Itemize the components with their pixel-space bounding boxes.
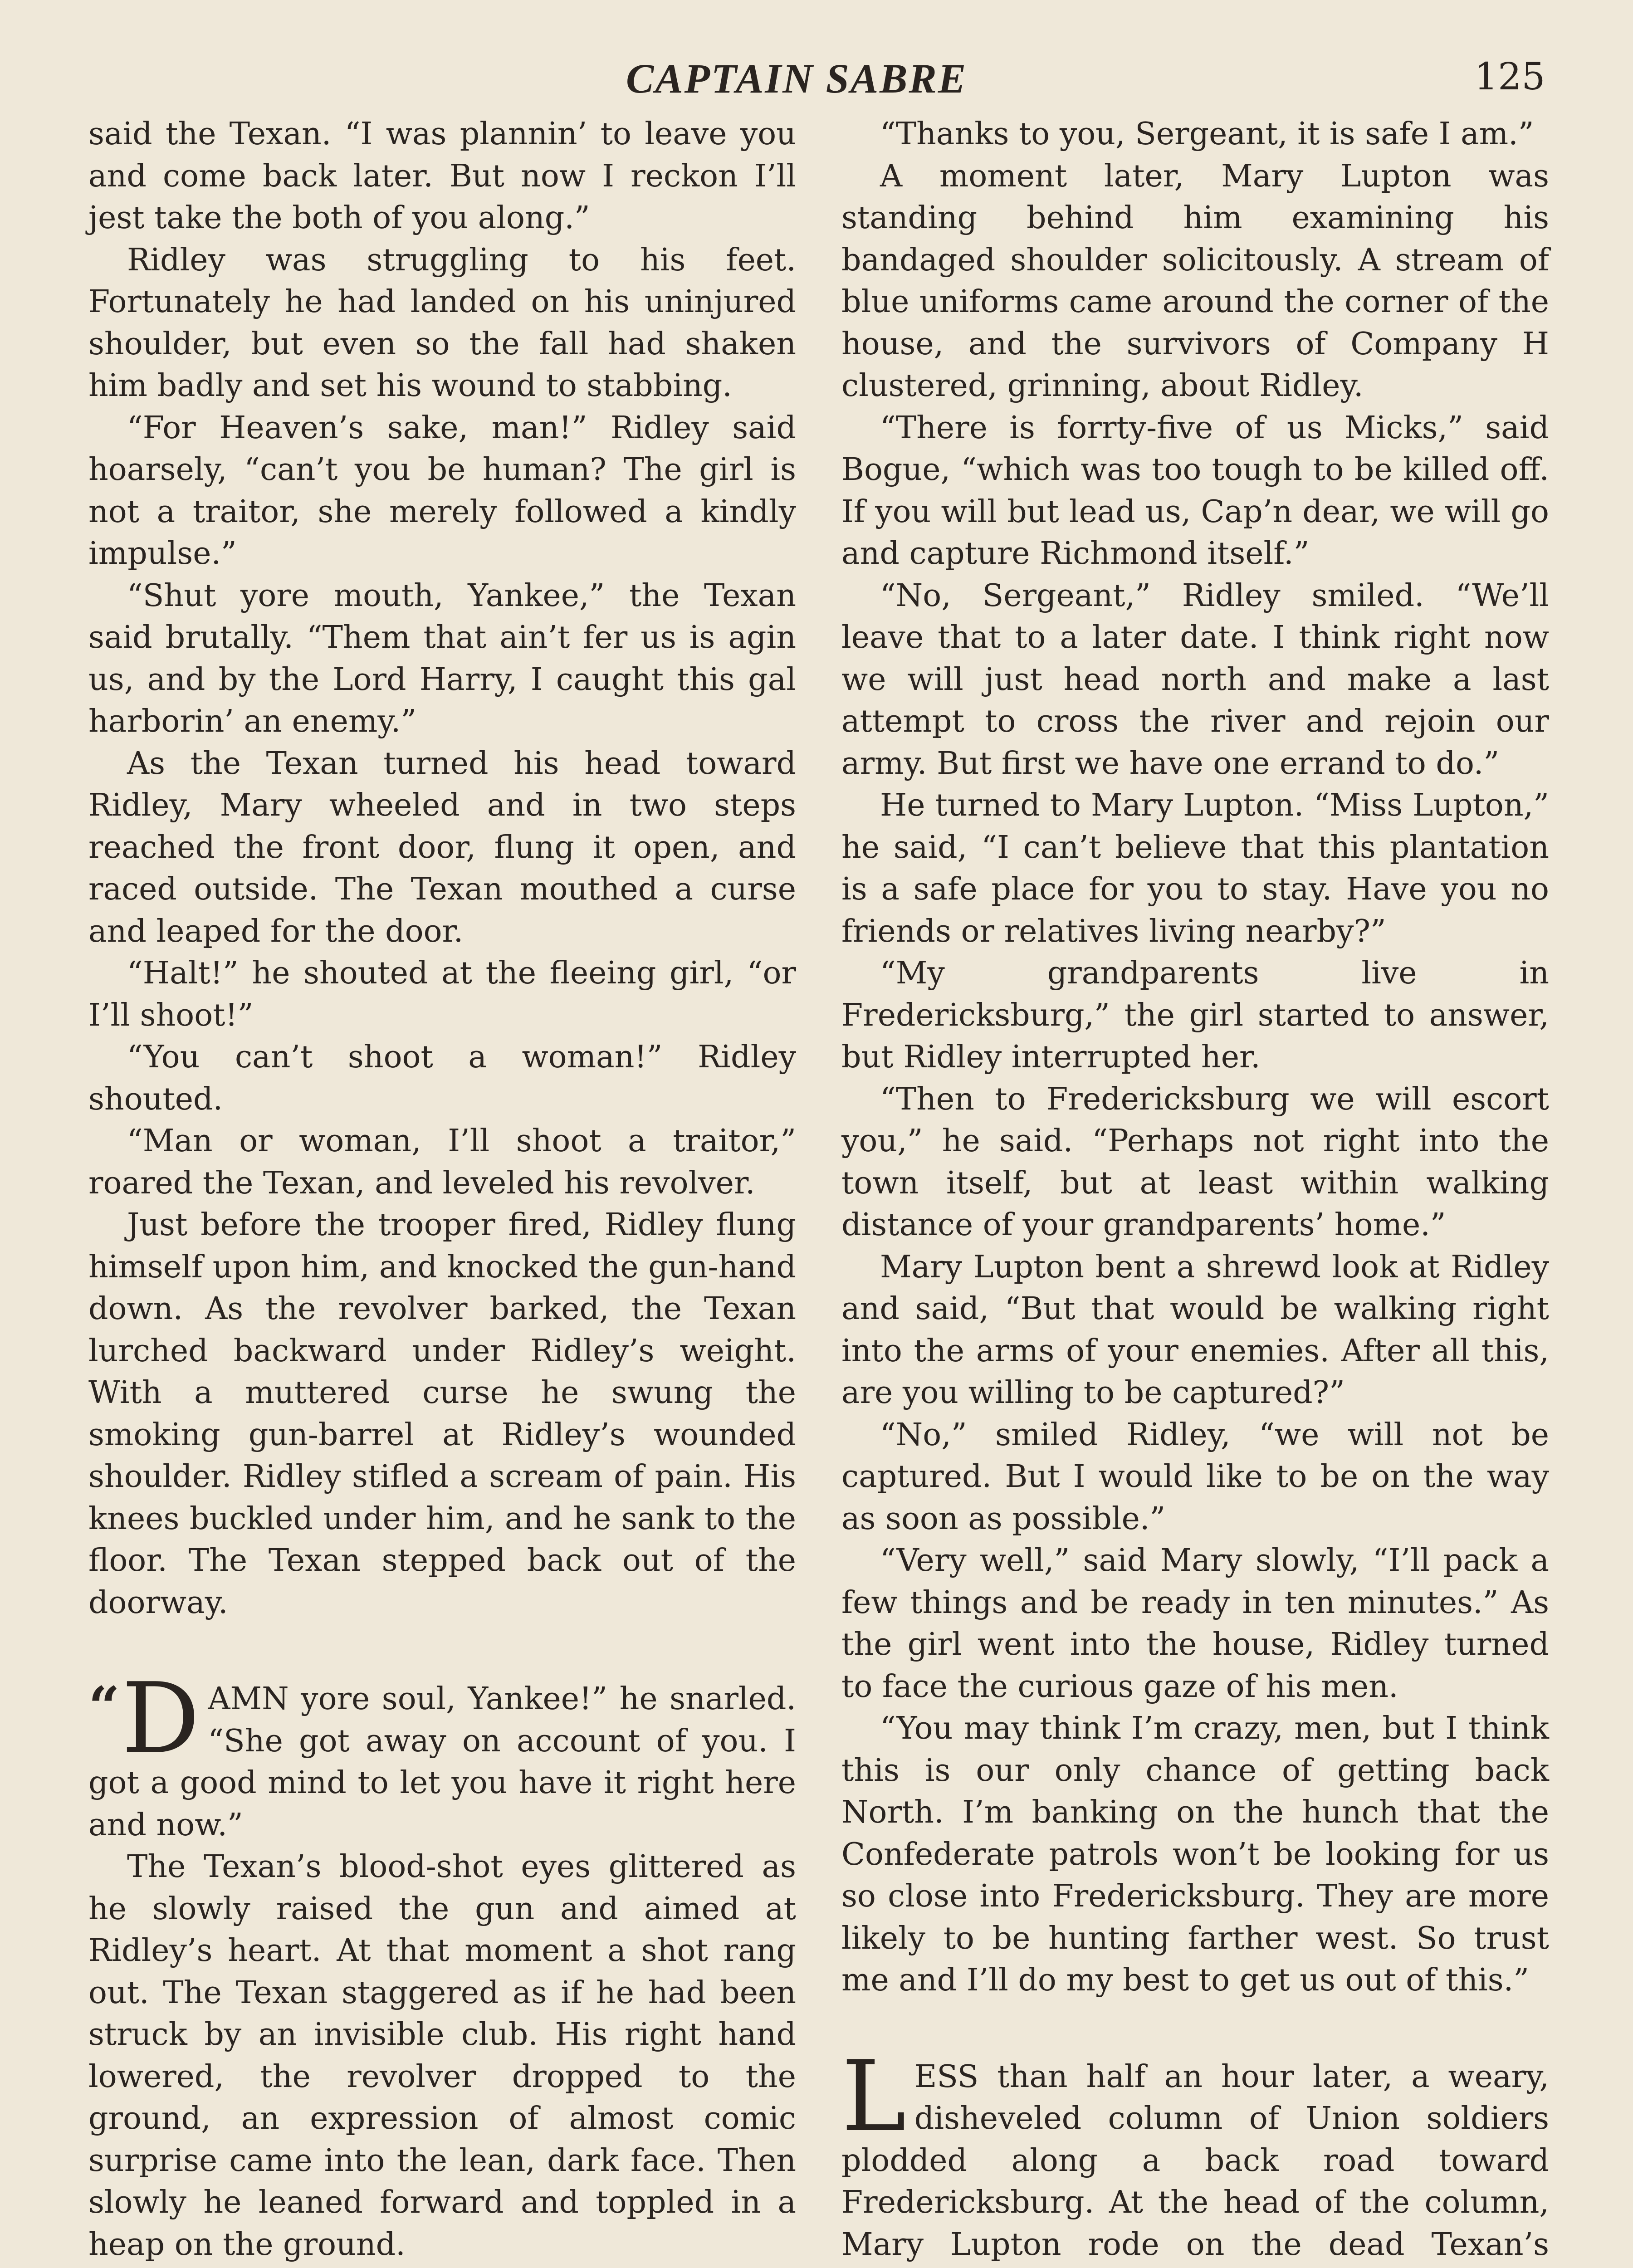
paragraph: The Texan’s blood-shot eyes glittered as he slowly raised the gun and aimed at Ridley’s heart. At that moment a shot rang out. The Texan staggered as if he had been struck by an invisible club. His right hand lowered, the revolver dropped to the ground, an expression of almost comic surprise came into the lean, dark face. Then slowly he leaned forward and toppled in a heap on the ground. [88, 1849, 796, 2263]
paragraph: “Thanks to you, Sergeant, it is safe I am.” [880, 116, 1534, 152]
drop-cap: D [122, 1662, 200, 1775]
paragraph: “You can’t shoot a woman!” Ridley shouted. [88, 1039, 796, 1117]
section-opening-paragraph [841, 2039, 1549, 2268]
paragraph: “Man or woman, I’ll shoot a traitor,” roared the Texan, and leveled his revolver. [88, 1123, 796, 1201]
drop-cap: L [841, 2039, 906, 2153]
page-header [0, 45, 1633, 118]
paragraph: “You may think I’m crazy, men, but I think this is our only chance of getting back North. I’m banking on the hunch that the Confederate patrols won’t be looking for us so close into Fredericksburg. They are more likely to be hunting farther west. So trust me and I’ll do my best to get us out of this.” [841, 1711, 1549, 1998]
paragraph-text: ESS than half an hour later, a weary, disheveled column of Union soldiers plodded along a back road toward Fredericksburg. At the head of the column, Mary Lupton rode on the dead Texan’s [841, 2058, 1549, 2263]
paragraph: Mary Lupton bent a shrewd look at Ridley and said, “But that would be walking right into the arms of your enemies. After all this, are you willing to be captured?” [841, 1249, 1549, 1411]
page-number: 125 [1474, 55, 1545, 98]
right-column [841, 113, 1549, 2268]
paragraph: “Halt!” he shouted at the fleeing girl, “or I’ll shoot!” [88, 955, 796, 1033]
paragraph-text: AMN yore soul, Yankee!” he snarled. “She got away on account of you. I got a good mind to let you have it right here and now.” [88, 1681, 796, 1843]
running-title: CAPTAIN SABRE [626, 55, 968, 102]
paragraph: “My grandparents live in Fredericksburg,” the girl started to answer, but Ridley interrupted her. [841, 955, 1549, 1075]
paragraph: Ridley was struggling to his feet. Fortunately he had landed on his uninjured shoulder, but even so the fall had shaken him badly and set his wound to stabbing. [88, 242, 796, 404]
paragraph: “There is forrty-five of us Micks,” said Bogue, “which was too tough to be killed off. If you will but lead us, Cap’n dear, we will go and capture Richmond itself.” [841, 410, 1549, 572]
paragraph: “No, Sergeant,” Ridley smiled. “We’ll leave that to a later date. I think right now we will just head north and make a last attempt to cross the river and rejoin our army. But first we have one errand to do.” [841, 577, 1549, 782]
paragraph: “Very well,” said Mary slowly, “I’ll pack a few things and be ready in ten minutes.” As the girl went into the house, Ridley turned to face the curious gaze of his men. [841, 1543, 1549, 1705]
paragraph [88, 2266, 796, 2268]
paragraph: A moment later, Mary Lupton was standing behind him examining his bandaged shoulder solicitously. A stream of blue uniforms came around the corner of the house, and the survivors of Company H clustered, grinning, about Ridley. [841, 158, 1549, 404]
paragraph: “No,” smiled Ridley, “we will not be captured. But I would like to be on the way as soon as possible.” [841, 1417, 1549, 1537]
paragraph: said the Texan. “I was plannin’ to leave you and come back later. But now I reckon I’ll jest take the both of you along.” [88, 116, 796, 236]
paragraph: “Then to Fredericksburg we will escort you,” he said. “Perhaps not right into the town itself, but at least within walking distance of your grandparents’ home.” [841, 1081, 1549, 1243]
section-opening-paragraph [88, 1662, 796, 1846]
paragraph: As the Texan turned his head toward Ridley, Mary wheeled and in two steps reached the front door, flung it open, and raced outside. The Texan mouthed a curse and leaped for the door. [88, 745, 796, 949]
paragraph: “Shut yore mouth, Yankee,” the Texan said brutally. “Them that ain’t fer us is agin us, and by the Lord Harry, I caught this gal harborin’ an enemy.” [88, 577, 796, 739]
paragraph: “For Heaven’s sake, man!” Ridley said hoarsely, “can’t you be human? The girl is not a traitor, she merely followed a kindly impulse.” [88, 410, 796, 572]
left-column [88, 113, 796, 2268]
paragraph: Just before the trooper fired, Ridley flung himself upon him, and knocked the gun-hand down. As the revolver barked, the Texan lurched backward under Ridley’s weight. With a muttered curse he swung the smoking gun-barrel at Ridley’s wounded shoulder. Ridley stifled a scream of pain. His knees buckled under him, and he sank to the floor. The Texan stepped back out of the doorway. [88, 1207, 796, 1621]
drop-quote-mark: “ [88, 1675, 120, 1739]
paragraph: He turned to Mary Lupton. “Miss Lupton,” he said, “I can’t believe that this plantation is a safe place for you to stay. Have you no friends or relatives living nearby?” [841, 787, 1549, 949]
